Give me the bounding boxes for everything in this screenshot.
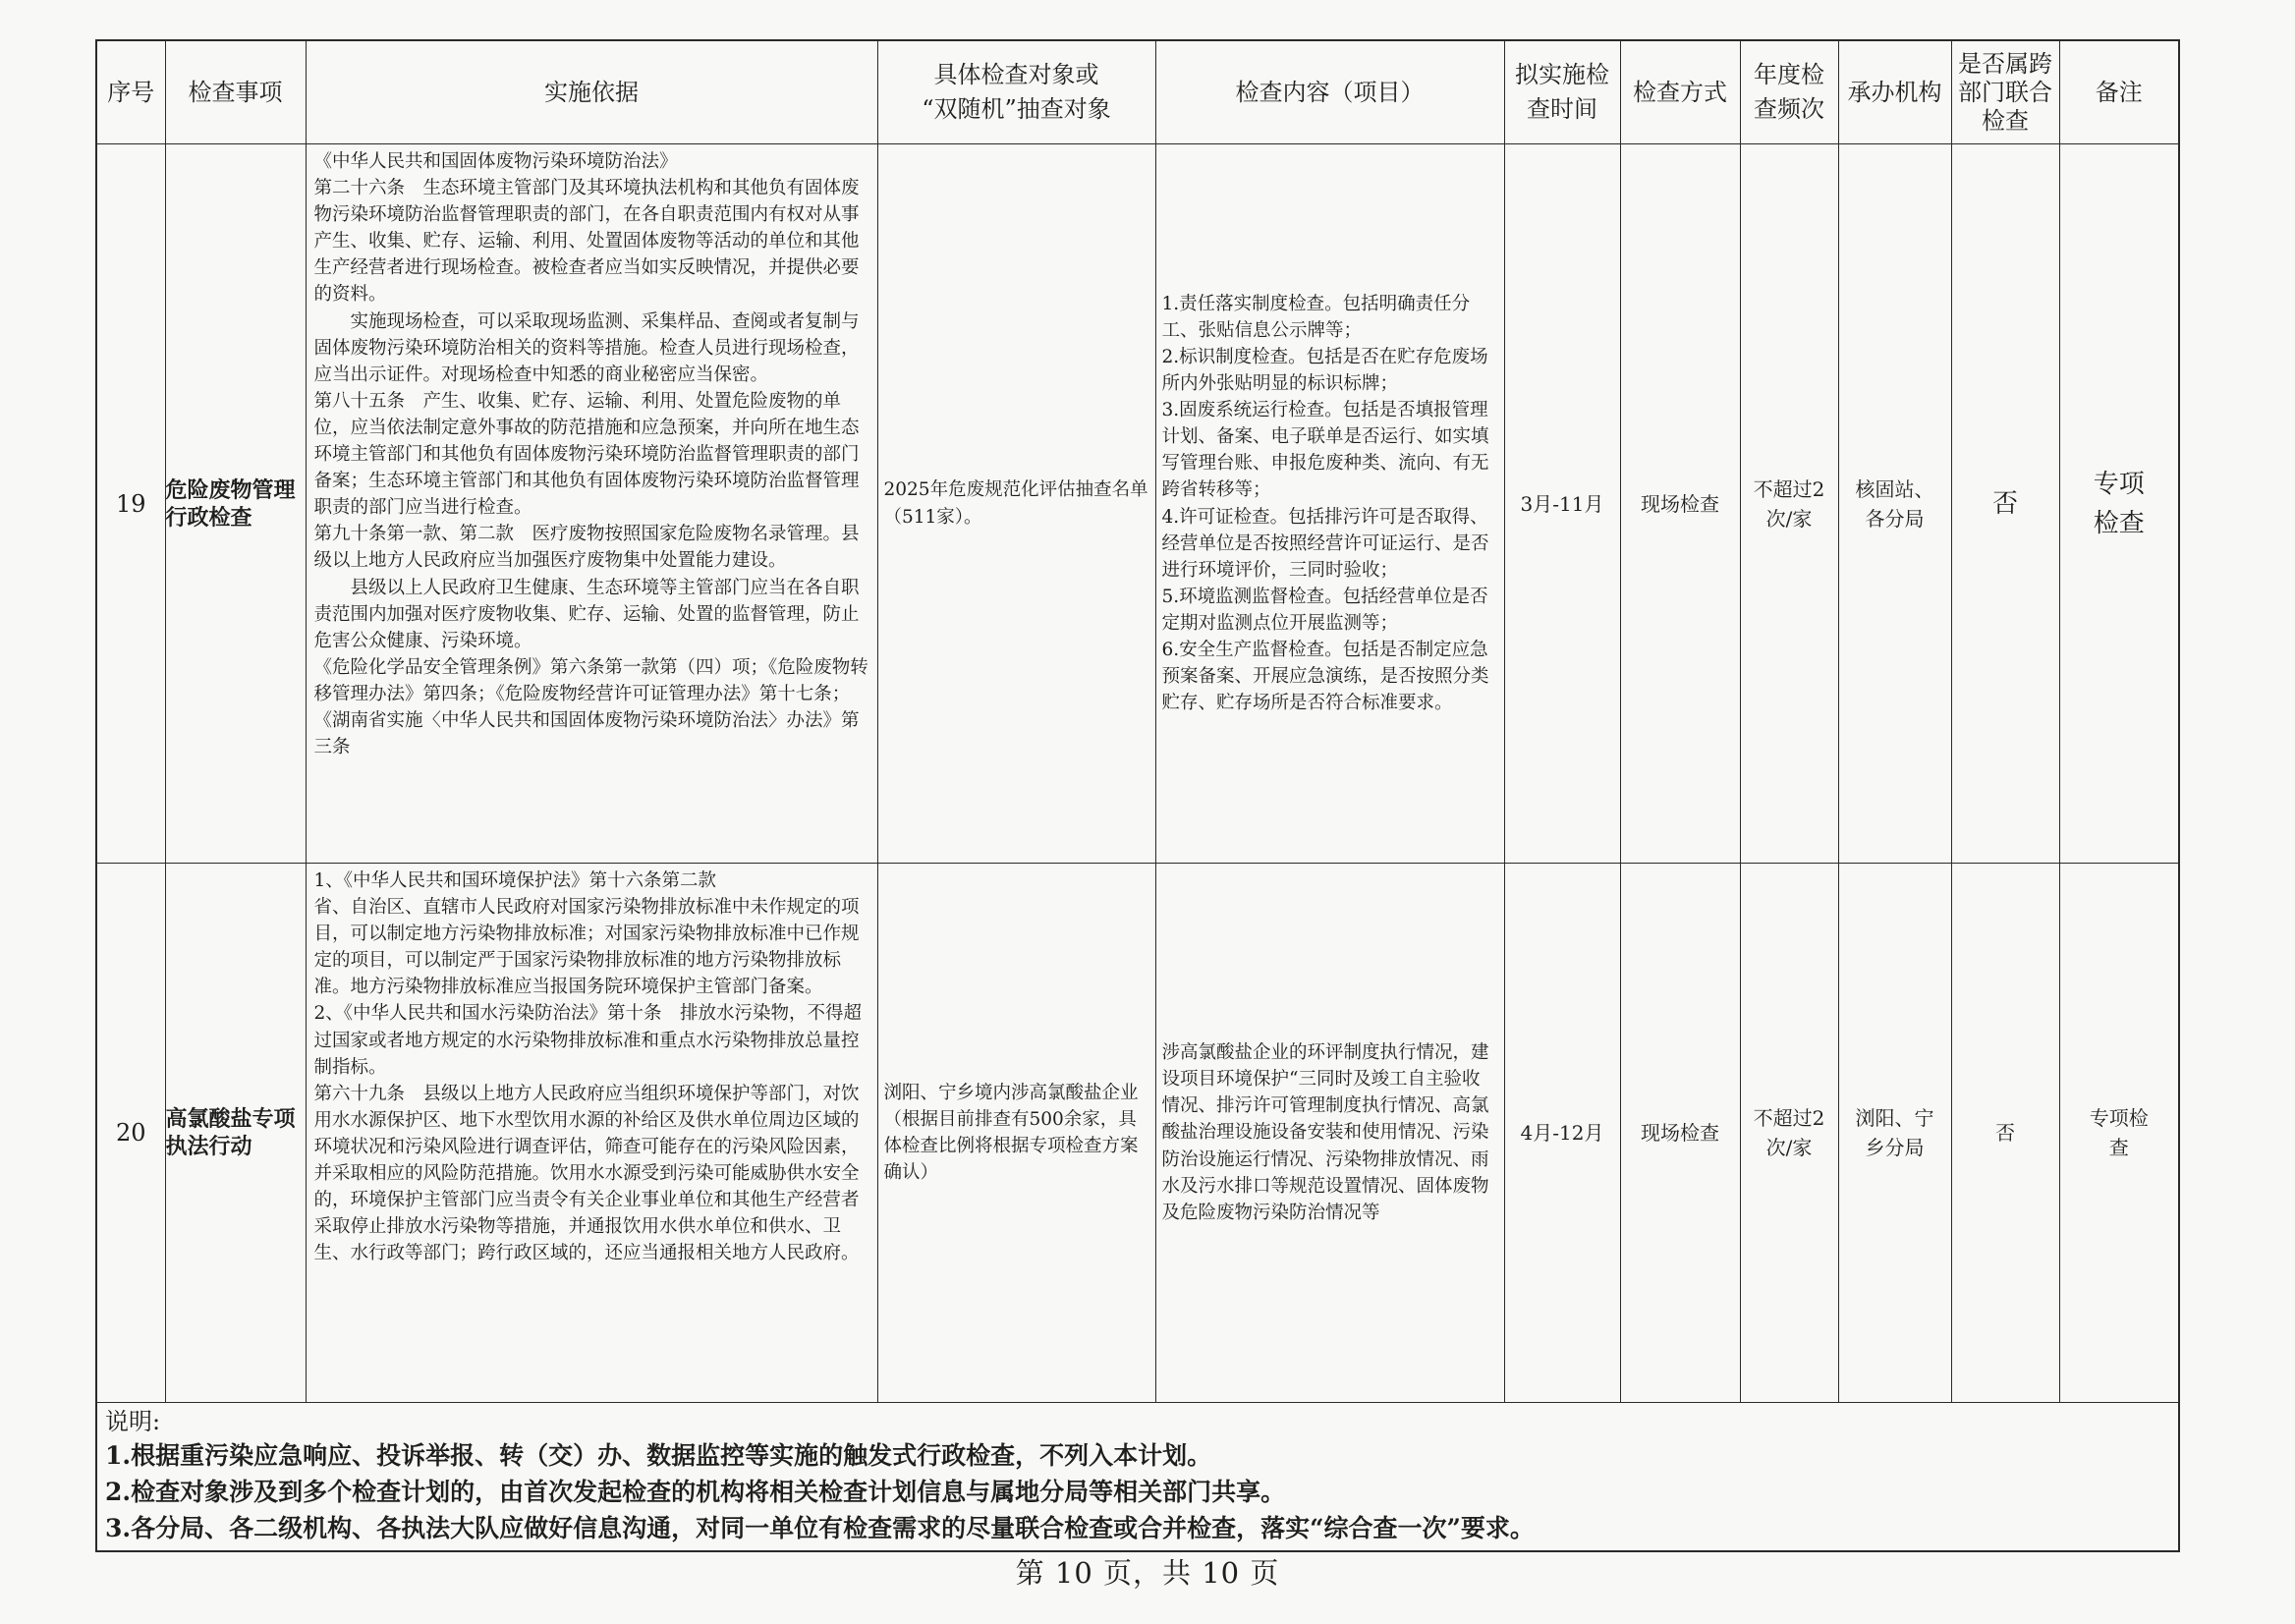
row-freq: 不超过2 次/家 [1740, 144, 1838, 864]
row-seq: 20 [96, 864, 165, 1403]
notes-section [96, 1403, 2179, 1552]
header-remark: 备注 [2059, 40, 2179, 144]
table-header-row [96, 40, 2179, 144]
row-item: 危险废物管理行政检查 [165, 144, 306, 864]
notes-item: 2.检查对象涉及到多个检查计划的，由首次发起检查的机构将相关检查计划信息与属地分局等相关部门共享。 [105, 1478, 1286, 1506]
row-org: 核固站、 各分局 [1838, 144, 1951, 864]
row-target-cell [877, 864, 1155, 1403]
row-org: 浏阳、宁 乡分局 [1838, 864, 1951, 1403]
row-basis-cell [306, 864, 877, 1403]
table-row [96, 864, 2179, 1403]
row-target-cell [877, 144, 1155, 864]
row-target: 浏阳、宁乡境内涉高氯酸盐企业（根据目前排查有500余家，具体检查比例将根据专项检查方案确认） [883, 1082, 1139, 1184]
notes-row [96, 1403, 2179, 1552]
row-method: 现场检查 [1620, 144, 1740, 864]
row-content: 1.责任落实制度检查。包括明确责任分工、张贴信息公示牌等； 2.标识制度检查。包括是否在贮存危废场所内外张贴明显的标识标牌； 3.固废系统运行检查。包括是否填报管理计划、备案、电子联单是否运行、如实填写管理台账、申报危废种类、流向、有无跨省转移等； 4.许可证检查。包括排污许可是否取得、经营单位是否按照经营许可证运行、是否进行环境评价，三同时验收； 5.环境监测监督检查。包括经营单位是否定期对监测点位开展监测等； 6.安全生产监督检查。包括是否制定应急预案备案、开展应急演练，是否按照分类贮存、贮存场所是否符合标准要求。 [1161, 293, 1489, 714]
header-target: 具体检查对象或 “双随机”抽查对象 [877, 40, 1155, 144]
header-org: 承办机构 [1838, 40, 1951, 144]
row-time: 3月-11月 [1504, 144, 1620, 864]
row-content-cell [1155, 864, 1504, 1403]
row-basis: 1、《中华人民共和国环境保护法》第十六条第二款 省、自治区、直辖市人民政府对国家污染物排放标准中未作规定的项目，可以制定地方污染物排放标准；对国家污染物排放标准中已作规定的项目，可以制定严于国家污染物排放标准的地方污染物排放标准。地方污染物排放标准应当报国务院环境保护主管部门备案。 2、《中华人民共和国水污染防治法》第十条 排放水污染物，不得超过国家或者地方规定的水污染物排放标准和重点水污染物排放总量控制指标。 第六十九条 县级以上地方人民政府应当组织环境保护等部门，对饮用水水源保护区、地下水型饮用水源的补给区及供水单位周边区域的环境状况和污染风险进行调查评估，筛查可能存在的污染风险因素，并采取相应的风险防范措施。饮用水水源受到污染可能威胁供水安全的，环境保护主管部门应当责令有关企业事业单位和其他生产经营者采取停止排放水污染物等措施，并通报饮用水供水单位和供水、卫生、水行政等部门；跨行政区域的，还应当通报相关地方人民政府。 [313, 870, 863, 1264]
header-joint: 是否属跨 部门联合 检查 [1951, 40, 2059, 144]
header-time: 拟实施检 查时间 [1504, 40, 1620, 144]
header-freq: 年度检 查频次 [1740, 40, 1838, 144]
page-number-footer: 第 10 页，共 10 页 [1015, 1556, 1280, 1590]
header-basis: 实施依据 [306, 40, 877, 144]
row-content-cell [1155, 144, 1504, 864]
inspection-plan-table [95, 39, 2180, 1552]
row-seq: 19 [96, 144, 165, 864]
row-time: 4月-12月 [1504, 864, 1620, 1403]
row-content: 涉高氯酸盐企业的环评制度执行情况，建设项目环境保护“三同时及竣工自主验收情况、排污许可管理制度执行情况、高氯酸盐治理设施设备安装和使用情况、污染防治设施运行情况、污染物排放情况、雨水及污水排口等规范设置情况、固体废物及危险废物污染防治情况等 [1161, 1042, 1489, 1223]
notes-title: 说明: [105, 1408, 161, 1435]
row-joint: 否 [1951, 144, 2059, 864]
row-basis-cell [306, 144, 877, 864]
notes-item: 3.各分局、各二级机构、各执法大队应做好信息沟通，对同一单位有检查需求的尽量联合检查或合并检查，落实“综合查一次”要求。 [105, 1514, 1535, 1542]
header-method: 检查方式 [1620, 40, 1740, 144]
row-joint: 否 [1951, 864, 2059, 1403]
row-method: 现场检查 [1620, 864, 1740, 1403]
row-remark: 专项检 查 [2059, 864, 2179, 1403]
row-target: 2025年危废规范化评估抽查名单（511家）。 [883, 479, 1148, 528]
row-freq: 不超过2 次/家 [1740, 864, 1838, 1403]
header-content: 检查内容（项目） [1155, 40, 1504, 144]
notes-item: 1.根据重污染应急响应、投诉举报、转（交）办、数据监控等实施的触发式行政检查，不列入本计划。 [105, 1441, 1212, 1470]
row-remark: 专项 检查 [2059, 144, 2179, 864]
row-item: 高氯酸盐专项执法行动 [165, 864, 306, 1403]
header-seq: 序号 [96, 40, 165, 144]
row-basis: 《中华人民共和国固体废物污染环境防治法》 第二十六条 生态环境主管部门及其环境执法机构和其他负有固体废物污染环境防治监督管理职责的部门，在各自职责范围内有权对从事产生、收集、贮存、运输、利用、处置固体废物等活动的单位和其他生产经营者进行现场检查。被检查者应当如实反映情况，并提供必要的资料。 实施现场检查，可以采取现场监测、采集样品、查阅或者复制与固体废物污染环境防治相关的资料等措施。检查人员进行现场检查，应当出示证件。对现场检查中知悉的商业秘密应当保密。 第八十五条 产生、收集、贮存、运输、利用、处置危险废物的单位，应当依法制定意外事故的防范措施和应急预案，并向所在地生态环境主管部门和其他负有固体废物污染环境防治监督管理职责的部门备案；生态环境主管部门和其他负有固体废物污染环境防治监督管理职责的部门应当进行检查。 第九十条第一款、第二款 医疗废物按照国家危险废物名录管理。县级以上地方人民政府应当加强医疗废物集中处置能力建设。 县级以上人民政府卫生健康、生态环境等主管部门应当在各自职责范围内加强对医疗废物收集、贮存、运输、处置的监督管理，防止危害公众健康、污染环境。 《危险化学品安全管理条例》第六条第一款第（四）项；《危险废物转移管理办法》第四条；《危险废物经营许可证管理办法》第十七条；《湖南省实施〈中华人民共和国固体废物污染环境防治法〉办法》第三条 [313, 151, 868, 758]
table-row [96, 144, 2179, 864]
header-item: 检查事项 [165, 40, 306, 144]
